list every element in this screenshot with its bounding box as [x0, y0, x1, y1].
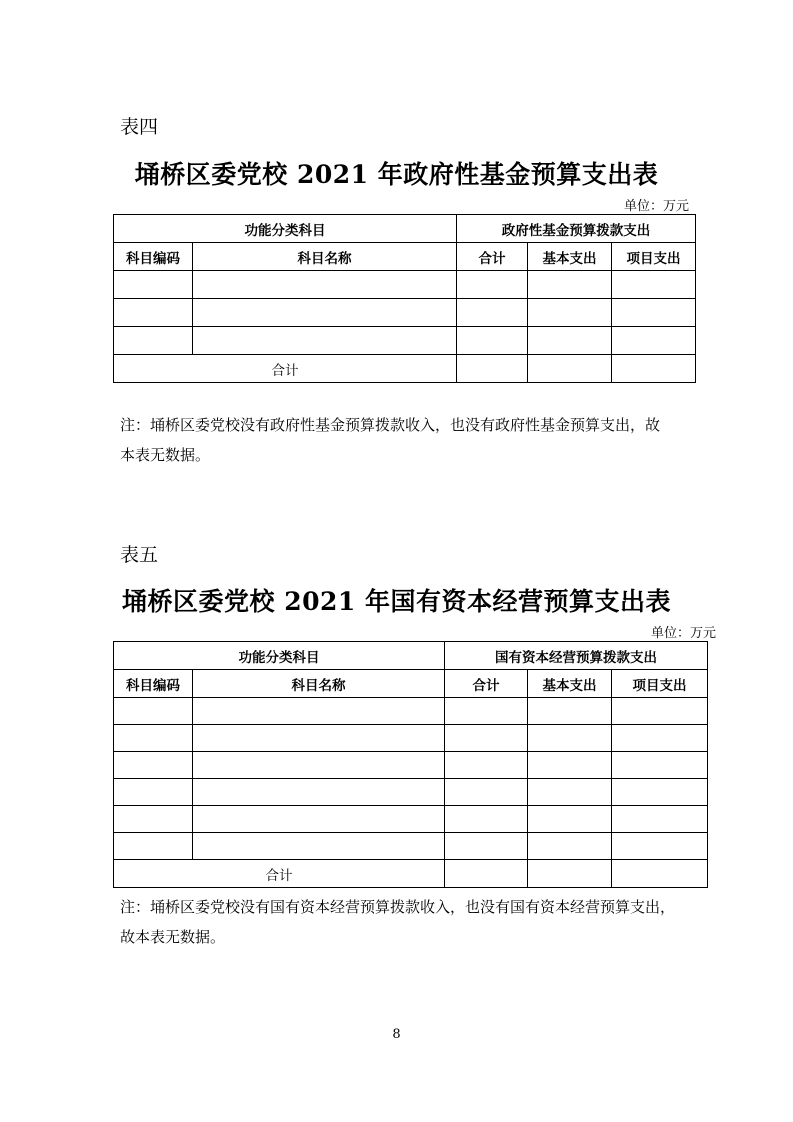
table-cell — [528, 725, 612, 752]
table5-total-row — [114, 860, 708, 888]
table-cell — [528, 355, 612, 383]
table-cell — [114, 698, 193, 725]
table-row — [114, 271, 696, 299]
table-cell — [114, 725, 193, 752]
table-cell — [528, 860, 612, 888]
table-row — [114, 698, 708, 725]
table5-total-label: 合计 — [114, 860, 445, 888]
table-cell — [445, 725, 528, 752]
table4-col-basic: 基本支出 — [528, 243, 612, 271]
table-cell — [528, 779, 612, 806]
table-cell — [193, 271, 457, 299]
table-cell — [612, 860, 708, 888]
table-cell — [612, 271, 696, 299]
table4-col-code: 科目编码 — [114, 243, 193, 271]
table-cell — [612, 355, 696, 383]
table-cell — [612, 698, 708, 725]
table-cell — [114, 779, 193, 806]
table4-header-functional-category: 功能分类科目 — [114, 215, 457, 243]
table-cell — [114, 327, 193, 355]
table-cell — [612, 806, 708, 833]
table-cell — [612, 299, 696, 327]
table-cell — [457, 299, 528, 327]
table5-label: 表五 — [120, 544, 159, 566]
table-cell — [445, 779, 528, 806]
table-row — [114, 299, 696, 327]
table-cell — [528, 698, 612, 725]
table-cell — [193, 833, 445, 860]
table4-col-total: 合计 — [457, 243, 528, 271]
table-cell — [445, 860, 528, 888]
table4-note-line-1: 注：埇桥区委党校没有政府性基金预算拨款收入，也没有政府性基金预算支出，故 — [120, 416, 661, 434]
table-cell — [457, 355, 528, 383]
table4 — [113, 214, 696, 383]
table4-total-row — [114, 355, 696, 383]
table-cell — [612, 833, 708, 860]
table-cell — [114, 806, 193, 833]
table5-col-total: 合计 — [445, 670, 528, 698]
table-cell — [528, 833, 612, 860]
table5-col-basic: 基本支出 — [528, 670, 612, 698]
table-cell — [528, 806, 612, 833]
page-number: 8 — [392, 1027, 401, 1042]
table5-col-name: 科目名称 — [193, 670, 445, 698]
table-cell — [528, 271, 612, 299]
table-cell — [445, 698, 528, 725]
table-cell — [114, 299, 193, 327]
table-cell — [193, 779, 445, 806]
table-cell — [445, 833, 528, 860]
table-cell — [114, 833, 193, 860]
table4-header-row-2 — [114, 243, 696, 271]
table5-col-project: 项目支出 — [612, 670, 708, 698]
table5-header-row-1 — [114, 642, 708, 670]
table-cell — [193, 698, 445, 725]
table4-col-project: 项目支出 — [612, 243, 696, 271]
table4-col-name: 科目名称 — [193, 243, 457, 271]
table-cell — [612, 752, 708, 779]
table4-note — [120, 410, 700, 470]
table-cell — [445, 806, 528, 833]
table-cell — [457, 271, 528, 299]
table-cell — [612, 725, 708, 752]
table-cell — [193, 327, 457, 355]
table-cell — [528, 299, 612, 327]
table4-header-appropriation: 政府性基金预算拨款支出 — [457, 215, 696, 243]
table5-unit: 单位：万元 — [650, 626, 716, 641]
table4-header-row-1 — [114, 215, 696, 243]
table5-header-row-2 — [114, 670, 708, 698]
table-cell — [445, 752, 528, 779]
table-cell — [193, 752, 445, 779]
table5-header-functional-category: 功能分类科目 — [114, 642, 445, 670]
table-row — [114, 327, 696, 355]
table4-total-label: 合计 — [114, 355, 457, 383]
table5-title: 埇桥区委党校 2021 年国有资本经营预算支出表 — [122, 587, 671, 616]
table-cell — [528, 327, 612, 355]
table-row — [114, 806, 708, 833]
table-cell — [612, 327, 696, 355]
table5-note — [120, 892, 700, 952]
table-cell — [114, 752, 193, 779]
table4-unit: 单位：万元 — [623, 199, 689, 214]
table5-col-code: 科目编码 — [114, 670, 193, 698]
table4-title: 埇桥区委党校 2021 年政府性基金预算支出表 — [134, 160, 659, 189]
table-cell — [528, 752, 612, 779]
table4-label: 表四 — [120, 116, 159, 138]
table-row — [114, 752, 708, 779]
table-cell — [114, 271, 193, 299]
table5-note-line-1: 注：埇桥区委党校没有国有资本经营预算拨款收入，也没有国有资本经营预算支出， — [120, 898, 676, 916]
table5-header-appropriation: 国有资本经营预算拨款支出 — [445, 642, 708, 670]
table-row — [114, 833, 708, 860]
table-cell — [193, 299, 457, 327]
table5-note-line-2: 故本表无数据。 — [120, 928, 226, 946]
table-row — [114, 779, 708, 806]
table-row — [114, 725, 708, 752]
table5 — [113, 641, 708, 888]
table-cell — [612, 779, 708, 806]
table-cell — [193, 806, 445, 833]
table-cell — [457, 327, 528, 355]
table-cell — [193, 725, 445, 752]
table4-note-line-2: 本表无数据。 — [120, 446, 211, 464]
